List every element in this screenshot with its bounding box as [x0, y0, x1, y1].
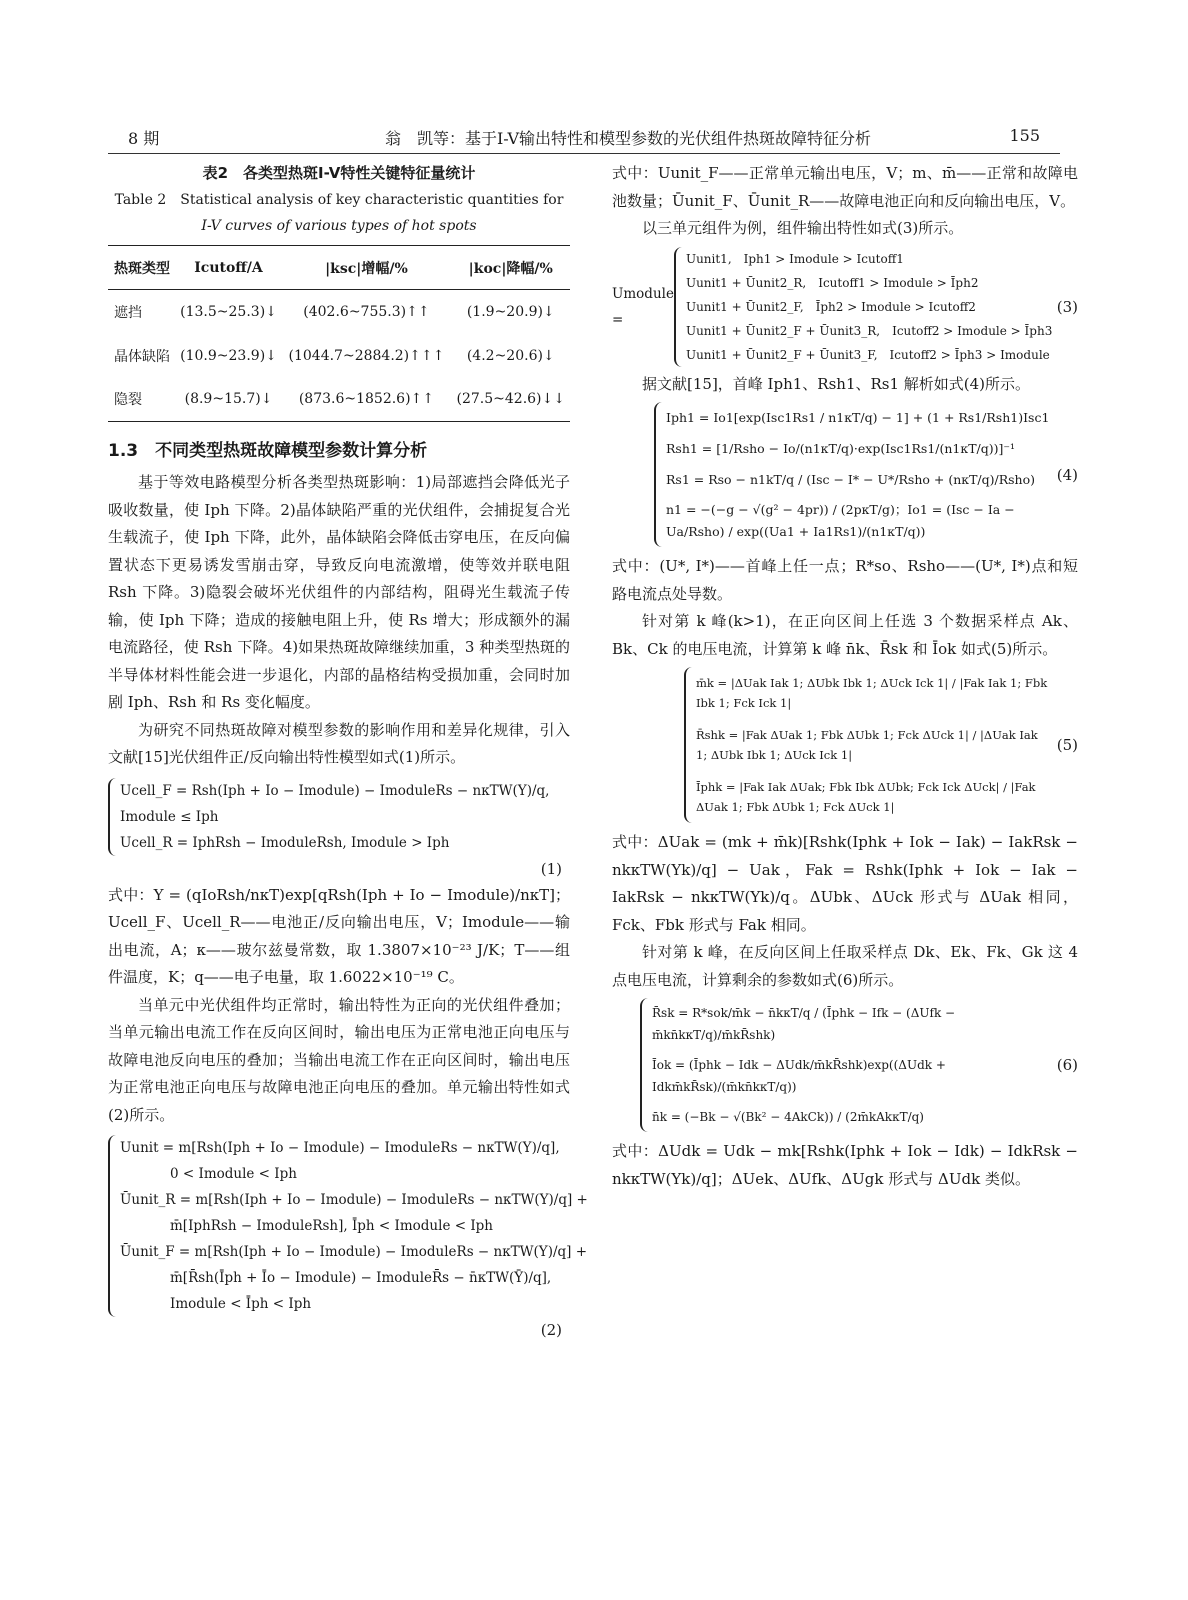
table-cell: (1.9~20.9)↓ — [466, 303, 555, 320]
hotspot-stats-table — [108, 245, 570, 422]
table-row — [108, 378, 570, 422]
equation-5 — [612, 667, 1078, 823]
equation-2 — [108, 1135, 588, 1343]
paragraph: 为研究不同热斑故障对模型参数的影响作用和差异化规律，引入文献[15]光伏组件正/反向输出特性模型如式(1)所示。 — [108, 720, 570, 766]
equation-number: (3) — [1056, 297, 1078, 316]
equation-6 — [612, 998, 1078, 1132]
equation-lhs: Umodule = — [612, 285, 674, 328]
table-cell: 遮挡 — [114, 304, 142, 321]
table-cell: (10.9~23.9)↓ — [180, 347, 277, 364]
equation-line: Uunit1 + Ūunit2_R, Icutoff1 > Imodule > Īph2 — [685, 275, 979, 290]
equation-line: Ūunit_R = m[Rsh(Iph + Io − Imodule) − ImoduleRs − nκTW(Y)/q] + — [120, 1192, 588, 1208]
equation-line: Imodule ≤ Iph — [120, 808, 219, 825]
running-title: 翁 凯等：基于I-V输出特性和模型参数的光伏组件热斑故障特征分析 — [384, 129, 872, 148]
equation-line: Uunit1, Iph1 > Imodule > Icutoff1 — [685, 251, 904, 266]
paragraph: 当单元中光伏组件均正常时，输出特性为正向的光伏组件叠加；当单元输出电流工作在反向区间时，输出电压为正常电池正向电压与故障电池反向电压的叠加；当输出电流工作在正向区间时，输出电压为正常电池正向电压与故障电池正向电压的叠加。单元输出特性如式(2)所示。 — [108, 995, 570, 1124]
equation-line: Rsh1 = [1/Rsho − Io/(n1κT/q)·exp(Isc1Rs1/(n1κT/q))]⁻¹ — [666, 441, 1015, 456]
equation-line: Ucell_F = Rsh(Iph + Io − Imodule) − ImoduleRs − nκTW(Y)/q, — [120, 782, 550, 799]
equation-line: R̄sk = R*sok/m̄k − n̄kκT/q / (Īphk − Ifk − (ΔUfk − m̄kn̄kκT/q)/m̄kR̄shk) — [652, 1006, 956, 1042]
table-cell: (1044.7~2884.2)↑↑↑ — [288, 347, 445, 364]
running-header — [108, 124, 1060, 154]
paragraph: 以三单元组件为例，组件输出特性如式(3)所示。 — [642, 219, 964, 237]
table-cell: 隐裂 — [114, 392, 142, 409]
table-cell: (8.9~15.7)↓ — [184, 391, 273, 408]
equation-line: m̄k = |ΔUak Iak 1; ΔUbk Ibk 1; ΔUck Ick 1| / |Fak Iak 1; Fbk Ibk 1; Fck Ick 1| — [696, 676, 1048, 710]
equation-line: Rs1 = Rso − n1kT/q / (Isc − I* − U*/Rsho + (nκT/q)/Rsho) — [666, 472, 1035, 487]
table-row — [108, 334, 570, 378]
paragraph: 针对第 k 峰，在反向区间上任取采样点 Dk、Ek、Fk、Gk 这 4 点电压电流，计算剩余的参数如式(6)所示。 — [612, 943, 1078, 989]
equation-number: (6) — [1056, 1056, 1078, 1074]
col-header: |koc|降幅/% — [468, 260, 553, 277]
equation-line: Uunit1 + Ūunit2_F, Īph2 > Imodule > Icutoff2 — [685, 299, 976, 314]
paragraph: 针对第 k 峰(k>1)，在正向区间上任选 3 个数据采样点 Ak、Bk、Ck 的电压电流，计算第 k 峰 n̄k、R̄sk 和 Īok 如式(5)所示。 — [612, 612, 1078, 658]
table-cell: (13.5~25.3)↓ — [180, 303, 277, 320]
table-caption-en: Table 2 Statistical analysis of key characteristic quantities for I-V curves of various types of hot spots — [114, 192, 564, 234]
equation-number: (4) — [1056, 465, 1078, 484]
equation-line: Imodule < Īph < Iph — [170, 1296, 312, 1312]
table-cell: 晶体缺陷 — [114, 348, 170, 365]
equation-line: Īok = (Īphk − Idk − ΔUdk/m̄kR̄shk)exp((ΔUdk + Idkm̄kR̄sk)/(m̄kn̄kκT/q)) — [652, 1058, 946, 1094]
table-cell: (27.5~42.6)↓↓ — [456, 391, 565, 408]
table-header-row — [108, 246, 570, 290]
issue-number: 8 期 — [128, 129, 160, 148]
table-caption-cn: 表2 各类型热斑I-V特性关键特征量统计 — [202, 164, 476, 182]
col-header: |ksc|增幅/% — [325, 260, 408, 277]
equation-line: n1 = −(−g − √(g² − 4pr)) / (2pκT/g)；Io1 = (Isc − Ia − Ua/Rsho) / exp((Ua1 + Ia1Rs1)/(n1κT/q)) — [666, 502, 1015, 539]
paragraph: 式中：Y = (qIoRsh/nκT)exp[qRsh(Iph + Io − Imodule)/nκT]；Ucell_F、Ucell_R——电池正/反向输出电压，V；Imodule——输出电流，A；κ——玻尔兹曼常数，取 1.3807×10⁻²³ J/K；T——组件温度，K；q——电子电量，取 1.6022×10⁻¹⁹ C。 — [108, 885, 570, 986]
section-heading: 1.3 不同类型热斑故障模型参数计算分析 — [108, 441, 428, 461]
paragraph: 式中：ΔUak = (mk + m̄k)[Rshk(Iphk + Iok − Iak) − IakRsk − nkκTW(Yk)/q] − Uak，Fak = Rshk(Iphk + Iok − Iak − IakRsk − nkκTW(Yk)/q。ΔUbk、ΔUck 形式与 ΔUak 相同，Fck、Fbk 形式与 Fak 相同。 — [612, 833, 1078, 934]
table-cell: (873.6~1852.6)↑↑ — [298, 391, 435, 408]
equation-line: m̄[R̄sh(Īph + Īo − Imodule) − ImoduleR̄s − n̄κTW(Ȳ)/q], — [170, 1270, 552, 1286]
equation-line: Ūunit_F = m[Rsh(Iph + Io − Imodule) − ImoduleRs − nκTW(Y)/q] + — [120, 1244, 588, 1260]
equation-line: m̄[IphRsh − ImoduleRsh], Īph < Imodule < Iph — [170, 1218, 493, 1234]
equation-line: 0 < Imodule < Iph — [170, 1166, 297, 1182]
equation-line: Ucell_R = IphRsh − ImoduleRsh, Imodule > Iph — [120, 834, 450, 851]
paragraph: 式中：Uunit_F——正常单元输出电压，V；m、m̄——正常和故障电池数量；Ūunit_F、Ūunit_R——故障电池正向和反向输出电压，V。 — [612, 164, 1078, 210]
equation-line: Uunit = m[Rsh(Iph + Io − Imodule) − ImoduleRs − nκTW(Y)/q], — [120, 1140, 560, 1156]
equation-line: R̄shk = |Fak ΔUak 1; Fbk ΔUbk 1; Fck ΔUck 1| / |ΔUak Iak 1; ΔUbk Ibk 1; ΔUck Ick 1| — [696, 728, 1038, 762]
table-cell: (402.6~755.3)↑↑ — [303, 303, 430, 320]
col-header: 热斑类型 — [114, 260, 170, 277]
right-column — [612, 160, 1078, 1193]
table-row — [108, 290, 570, 334]
equation-number: (1) — [540, 859, 562, 878]
paragraph: 式中：(U*, I*)——首峰上任一点；R*so、Rsho——(U*, I*)点和短路电流点处导数。 — [612, 557, 1078, 603]
equation-line: Uunit1 + Ūunit2_F + Ūunit3_F, Icutoff2 > Īph3 > Imodule — [685, 347, 1050, 362]
equation-line: Uunit1 + Ūunit2_F + Ūunit3_R, Icutoff2 > Imodule > Īph3 — [685, 323, 1053, 338]
page-number: 155 — [1009, 126, 1040, 145]
equation-3 — [612, 247, 1078, 367]
col-header: Icutoff/A — [194, 259, 263, 276]
paragraph: 基于等效电路模型分析各类型热斑影响：1)局部遮挡会降低光子吸收数量，使 Iph 下降。2)晶体缺陷严重的光伏组件，会捕捉复合光生载流子，使 Iph 下降，此外，晶体缺陷会降低击穿电压，在反向偏置状态下更易诱发雪崩击穿，导致反向电流激增，使等效并联电阻 Rsh 下降。3)隐裂会破坏光伏组件的内部结构，阻碍光生载流子传输，使 Iph 下降；造成的接触电阻上升，使 Rs 增大；形成额外的漏电流路径，使 Rsh 下降。4)如果热斑故障继续加重，3 种类型热斑的半导体材料性能会进一步退化，内部的晶格结构受损加重，会同时加剧 Iph、Rsh 和 Rs 变化幅度。 — [108, 473, 570, 711]
paragraph: 据文献[15]，首峰 Iph1、Rsh1、Rs1 解析如式(4)所示。 — [642, 374, 1031, 393]
equation-4 — [612, 402, 1078, 547]
table-cell: (4.2~20.6)↓ — [466, 347, 555, 364]
equation-line: Īphk = |Fak Iak ΔUak; Fbk Ibk ΔUbk; Fck Ick ΔUck| / |Fak ΔUak 1; Fbk ΔUbk 1; Fck ΔUck 1| — [696, 780, 1036, 814]
equation-1 — [108, 778, 570, 882]
left-column — [108, 160, 588, 1343]
paragraph: 式中：ΔUdk = Udk − mk[Rshk(Iphk + Iok − Idk) − IdkRsk − nkκTW(Yk)/q]；ΔUek、ΔUfk、ΔUgk 形式与 ΔUdk 类似。 — [612, 1142, 1078, 1188]
equation-line: Iph1 = Io1[exp(Isc1Rs1 / n1κT/q) − 1] + (1 + Rs1/Rsh1)Isc1 — [666, 410, 1050, 425]
equation-number: (2) — [540, 1321, 562, 1339]
equation-number: (5) — [1056, 736, 1078, 754]
equation-line: n̄k = (−Bk − √(Bk² − 4AkCk)) / (2m̄kAkκT/q) — [652, 1110, 924, 1124]
